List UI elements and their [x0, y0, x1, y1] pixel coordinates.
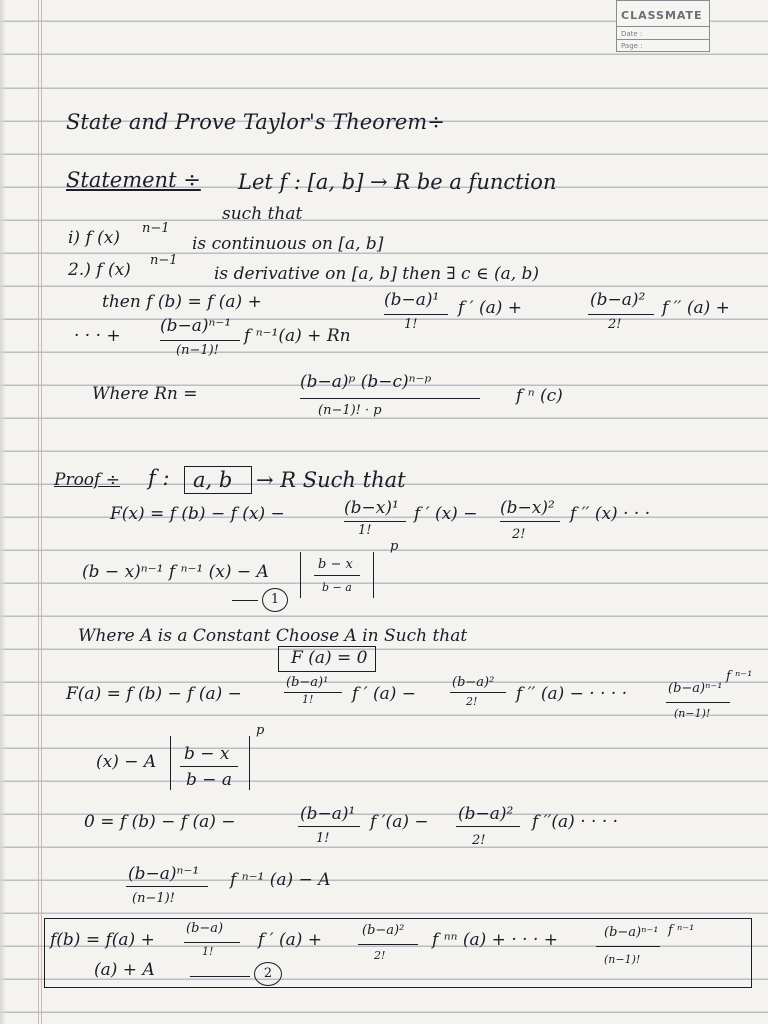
- condition-1: i) f (x): [68, 228, 121, 248]
- numerator: (b−a)¹: [384, 290, 440, 310]
- formula-text: 0 = f (b) − f (a) −: [84, 812, 236, 832]
- numerator: (b−a)²: [362, 923, 405, 938]
- denominator: 2!: [512, 527, 526, 542]
- equation-ref-1: 1: [262, 588, 288, 612]
- fraction-bar: [456, 826, 520, 827]
- denominator: 1!: [202, 945, 214, 958]
- fraction-bar: [314, 575, 360, 576]
- formula-text: f ⁿ⁻¹ (a) − A: [230, 870, 331, 890]
- formula-text: · · · +: [74, 326, 121, 346]
- formula-text: f(b) = f(a) +: [50, 930, 155, 950]
- formula-text: f ⁿ⁻¹: [668, 923, 695, 938]
- denominator: 2!: [466, 695, 478, 708]
- fraction-bar: [384, 314, 448, 315]
- divider: [617, 26, 709, 27]
- denominator: (n−1)!: [604, 953, 641, 966]
- fraction-bar: [358, 944, 418, 945]
- numerator: (b−x)²: [500, 498, 555, 518]
- fraction-bar: [300, 398, 480, 399]
- arrow-line: [190, 976, 250, 977]
- numerator: (b−a)ⁿ⁻¹: [128, 864, 200, 884]
- denominator: (n−1)!: [674, 707, 711, 720]
- statement-label: Statement ÷: [66, 168, 201, 192]
- margin-line: [41, 0, 42, 1024]
- formula-text: F(x) = f (b) − f (x) −: [110, 504, 285, 524]
- denominator: 1!: [302, 693, 314, 706]
- formula-text: f ⁿⁿ (a) + · · · +: [432, 930, 558, 950]
- formula-text: f ′ (a) +: [258, 930, 323, 950]
- numerator: (b−a)¹: [286, 675, 329, 690]
- fraction-bar: [344, 521, 406, 522]
- numerator: (b−a)²: [590, 290, 646, 310]
- formula-text: f :: [148, 466, 170, 490]
- fraction-bar: [596, 946, 660, 947]
- page-label: Page :: [621, 42, 643, 50]
- formula-text: f ′ (a) −: [352, 684, 417, 704]
- fraction-bar: [298, 826, 360, 827]
- formula-text: f ′(a) −: [370, 812, 429, 832]
- formula-text: f ′′ (a) − · · · ·: [516, 684, 628, 704]
- superscript: n−1: [142, 221, 170, 236]
- denominator: b − a: [186, 770, 233, 790]
- binding-shadow: [0, 0, 6, 1024]
- numerator: (b−a)ⁿ⁻¹: [668, 681, 723, 696]
- denominator: (n−1)! · p: [318, 403, 382, 418]
- numerator: (b−a)²: [458, 804, 514, 824]
- condition-text: F (a) = 0: [291, 648, 368, 668]
- condition-2: 2.) f (x): [68, 260, 131, 280]
- formula-text: Where A is a Constant Choose A in Such that: [78, 626, 468, 646]
- condition-box: [278, 646, 376, 672]
- fraction-bar: [184, 942, 240, 943]
- fraction-bar: [126, 886, 208, 887]
- condition-2-text: is derivative on [a, b] then ∃ c ∈ (a, b): [214, 264, 540, 284]
- formula-text: f ′ (a) +: [458, 298, 523, 318]
- formula-text: f ′′ (a) +: [662, 298, 730, 318]
- fraction-bar: [450, 692, 506, 693]
- formula-text: → R Such that: [256, 468, 406, 492]
- denominator: (n−1)!: [132, 891, 175, 906]
- fraction-bar: [666, 702, 730, 703]
- formula-text: f ⁿ⁻¹: [726, 669, 753, 684]
- formula-text: (x) − A: [96, 752, 157, 772]
- formula-text: Where Rn =: [92, 384, 198, 404]
- numerator: b − x: [318, 557, 353, 572]
- formula-text: f ′′ (x) · · ·: [570, 504, 651, 524]
- formula-text: (a) + A: [94, 960, 155, 980]
- denominator: 2!: [608, 317, 622, 332]
- numerator: (b−a)²: [452, 675, 495, 690]
- numerator: (b−x)¹: [344, 498, 399, 518]
- formula-text: f ⁿ (c): [516, 386, 563, 406]
- denominator: 1!: [404, 317, 418, 332]
- divider: [617, 39, 709, 40]
- denominator: (n−1)!: [176, 343, 219, 358]
- condition-1-text: is continuous on [a, b]: [192, 234, 384, 254]
- margin-line: [38, 0, 39, 1024]
- fraction-bar: [588, 314, 654, 315]
- statement-line: Let f : [a, b] → R be a function: [238, 170, 557, 194]
- interval-box: [184, 466, 252, 494]
- superscript: p: [256, 723, 265, 738]
- fraction-bar: [160, 340, 240, 341]
- fraction-bar: [500, 521, 560, 522]
- superscript: p: [390, 539, 399, 554]
- formula-text: f ′ (x) −: [414, 504, 478, 524]
- formula-text: F(a) = f (b) − f (a) −: [66, 684, 242, 704]
- numerator: (b−a)ᵖ (b−c)ⁿ⁻ᵖ: [300, 372, 432, 392]
- numerator: (b−a)ⁿ⁻¹: [604, 925, 659, 940]
- denominator: 2!: [374, 949, 386, 962]
- fraction-bar: [180, 766, 238, 767]
- brand-box: [616, 0, 710, 52]
- interval-text: a, b: [193, 468, 233, 492]
- numerator: (b−a)ⁿ⁻¹: [160, 316, 232, 336]
- denominator: 1!: [358, 523, 372, 538]
- statement-line: such that: [222, 204, 303, 224]
- formula-text: f ′′(a) · · · ·: [532, 812, 619, 832]
- equation-ref-2: 2: [254, 962, 282, 986]
- date-label: Date :: [621, 30, 643, 38]
- denominator: 2!: [472, 833, 486, 848]
- numerator: (b−a)¹: [300, 804, 356, 824]
- denominator: 1!: [316, 831, 330, 846]
- page-title: State and Prove Taylor's Theorem÷: [66, 110, 445, 134]
- numerator: (b−a): [186, 921, 224, 936]
- formula-text: (b − x)ⁿ⁻¹ f ⁿ⁻¹ (x) − A: [82, 562, 269, 582]
- formula-text: then f (b) = f (a) +: [102, 292, 262, 312]
- formula-text: f ⁿ⁻¹(a) + Rn: [244, 326, 351, 346]
- denominator: b − a: [322, 581, 352, 594]
- arrow-line: [232, 600, 258, 601]
- brand-logo: CLASSMATE: [621, 9, 703, 22]
- numerator: b − x: [184, 744, 230, 764]
- proof-label: Proof ÷: [54, 470, 120, 490]
- superscript: n−1: [150, 253, 178, 268]
